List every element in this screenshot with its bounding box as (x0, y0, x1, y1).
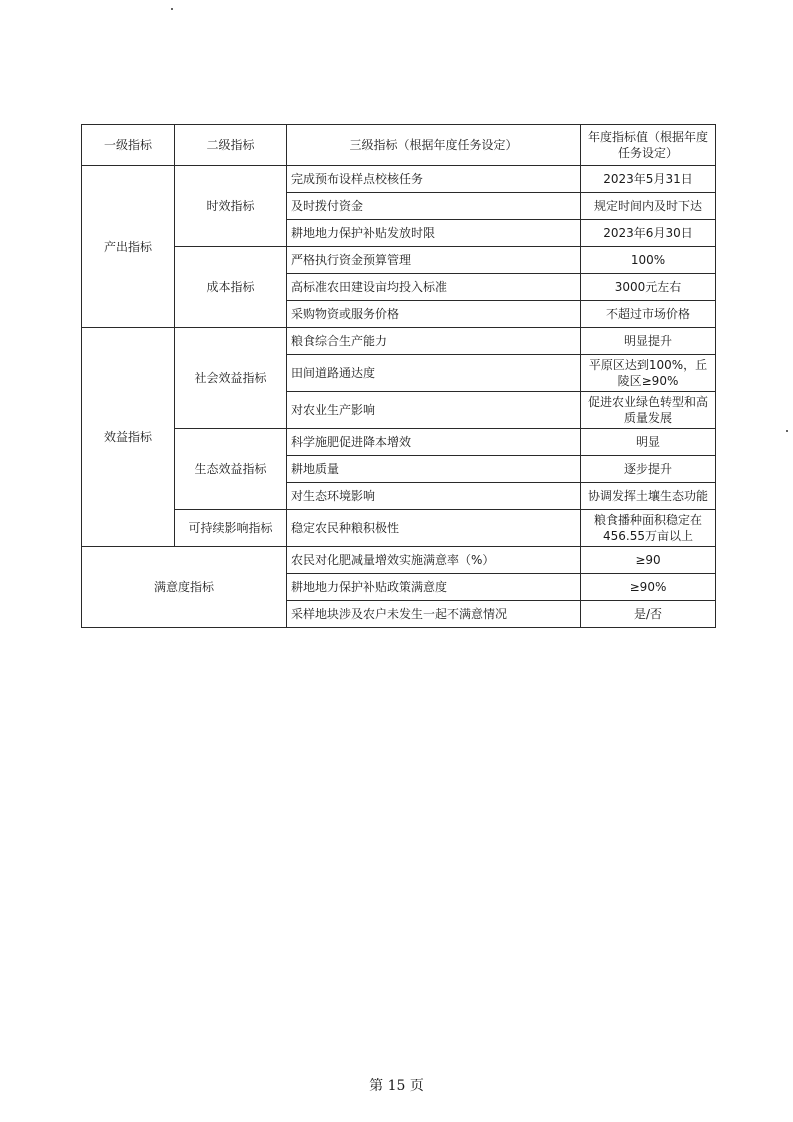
value-cell: ≥90 (581, 547, 716, 574)
indicator-cell: 及时拨付资金 (287, 193, 581, 220)
indicator-cell: 田间道路通达度 (287, 355, 581, 392)
value-cell: 不超过市场价格 (581, 301, 716, 328)
value-cell: 2023年6月30日 (581, 220, 716, 247)
indicator-cell: 稳定农民种粮积极性 (287, 510, 581, 547)
value-cell: 平原区达到100%，丘陵区≥90% (581, 355, 716, 392)
header-annual-value: 年度指标值（根据年度任务设定） (581, 125, 716, 166)
indicator-cell: 粮食综合生产能力 (287, 328, 581, 355)
table-header-row (82, 125, 716, 166)
indicator-cell: 耕地地力保护补贴政策满意度 (287, 574, 581, 601)
value-cell: 2023年5月31日 (581, 166, 716, 193)
scan-speck (171, 8, 173, 10)
performance-indicator-table (81, 124, 716, 628)
value-cell: 明显提升 (581, 328, 716, 355)
value-cell: 明显 (581, 429, 716, 456)
header-level1: 一级指标 (82, 125, 175, 166)
indicator-cell: 科学施肥促进降本增效 (287, 429, 581, 456)
level1-satisfaction: 满意度指标 (82, 547, 287, 628)
level2-ecological-benefit: 生态效益指标 (175, 429, 287, 510)
level1-output: 产出指标 (82, 166, 175, 328)
table-row (82, 429, 716, 456)
page-number: 第 15 页 (369, 1078, 424, 1094)
indicator-cell: 对生态环境影响 (287, 483, 581, 510)
table-row (82, 510, 716, 547)
indicator-cell: 采购物资或服务价格 (287, 301, 581, 328)
level2-timeliness: 时效指标 (175, 166, 287, 247)
value-cell: 是/否 (581, 601, 716, 628)
indicator-cell: 完成预布设样点校核任务 (287, 166, 581, 193)
indicator-cell: 高标准农田建设亩均投入标准 (287, 274, 581, 301)
header-level3: 三级指标（根据年度任务设定） (287, 125, 581, 166)
table-row (82, 547, 716, 574)
value-cell: 100% (581, 247, 716, 274)
value-cell: 协调发挥土壤生态功能 (581, 483, 716, 510)
value-cell: 3000元左右 (581, 274, 716, 301)
indicator-cell: 农民对化肥减量增效实施满意率（%） (287, 547, 581, 574)
level2-cost: 成本指标 (175, 247, 287, 328)
indicator-cell: 耕地地力保护补贴发放时限 (287, 220, 581, 247)
table-row (82, 328, 716, 355)
table-row (82, 247, 716, 274)
indicator-cell: 耕地质量 (287, 456, 581, 483)
indicator-cell: 采样地块涉及农户未发生一起不满意情况 (287, 601, 581, 628)
scan-speck (786, 430, 788, 432)
value-cell: ≥90% (581, 574, 716, 601)
value-cell: 逐步提升 (581, 456, 716, 483)
indicator-cell: 对农业生产影响 (287, 392, 581, 429)
value-cell: 粮食播种面积稳定在456.55万亩以上 (581, 510, 716, 547)
header-level2: 二级指标 (175, 125, 287, 166)
indicator-cell: 严格执行资金预算管理 (287, 247, 581, 274)
value-cell: 规定时间内及时下达 (581, 193, 716, 220)
value-cell: 促进农业绿色转型和高质量发展 (581, 392, 716, 429)
level1-benefit: 效益指标 (82, 328, 175, 547)
table-row (82, 166, 716, 193)
level2-sustainable-impact: 可持续影响指标 (175, 510, 287, 547)
level2-social-benefit: 社会效益指标 (175, 328, 287, 429)
